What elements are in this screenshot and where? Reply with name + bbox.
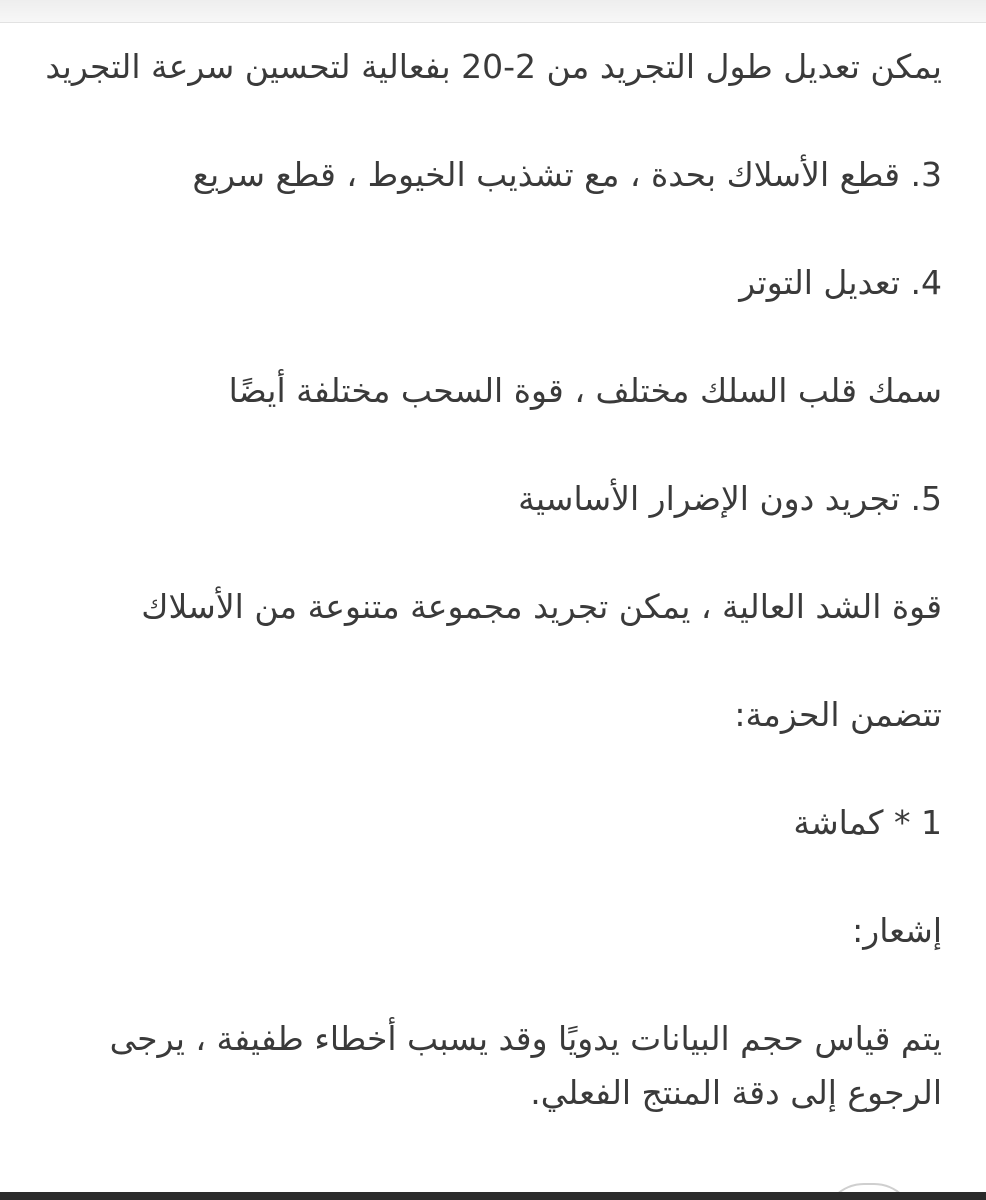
- notice-heading: إشعار:: [852, 911, 942, 950]
- notice-text: يتم قياس حجم البيانات يدويًا وقد يسبب أخطاء طفيفة ، يرجى الرجوع إلى دقة المنتج الفعلي.: [109, 1019, 942, 1112]
- paragraph-tensile-strength: قوة الشد العالية ، يمكن تجريد مجموعة متنوعة من الأسلاك: [141, 587, 942, 626]
- package-heading: تتضمن الحزمة:: [734, 695, 942, 734]
- paragraph-stripping-length: يمكن تعديل طول التجريد من 2-20 بفعالية لتحسين سرعة التجريد: [45, 47, 942, 86]
- feature-3-cutting: 3. قطع الأسلاك بحدة ، مع تشذيب الخيوط ، قطع سريع: [192, 155, 942, 194]
- bottom-navigation-bar: [0, 1192, 986, 1200]
- feature-4-tension: 4. تعديل التوتر: [739, 263, 942, 302]
- top-status-strip: [0, 0, 986, 23]
- package-item: 1 * كماشة: [793, 803, 942, 842]
- paragraph-core-thickness: سمك قلب السلك مختلف ، قوة السحب مختلفة أيضًا: [228, 371, 942, 410]
- feature-5-stripping: 5. تجريد دون الإضرار الأساسية: [518, 479, 942, 518]
- product-description: [40, 40, 942, 1120]
